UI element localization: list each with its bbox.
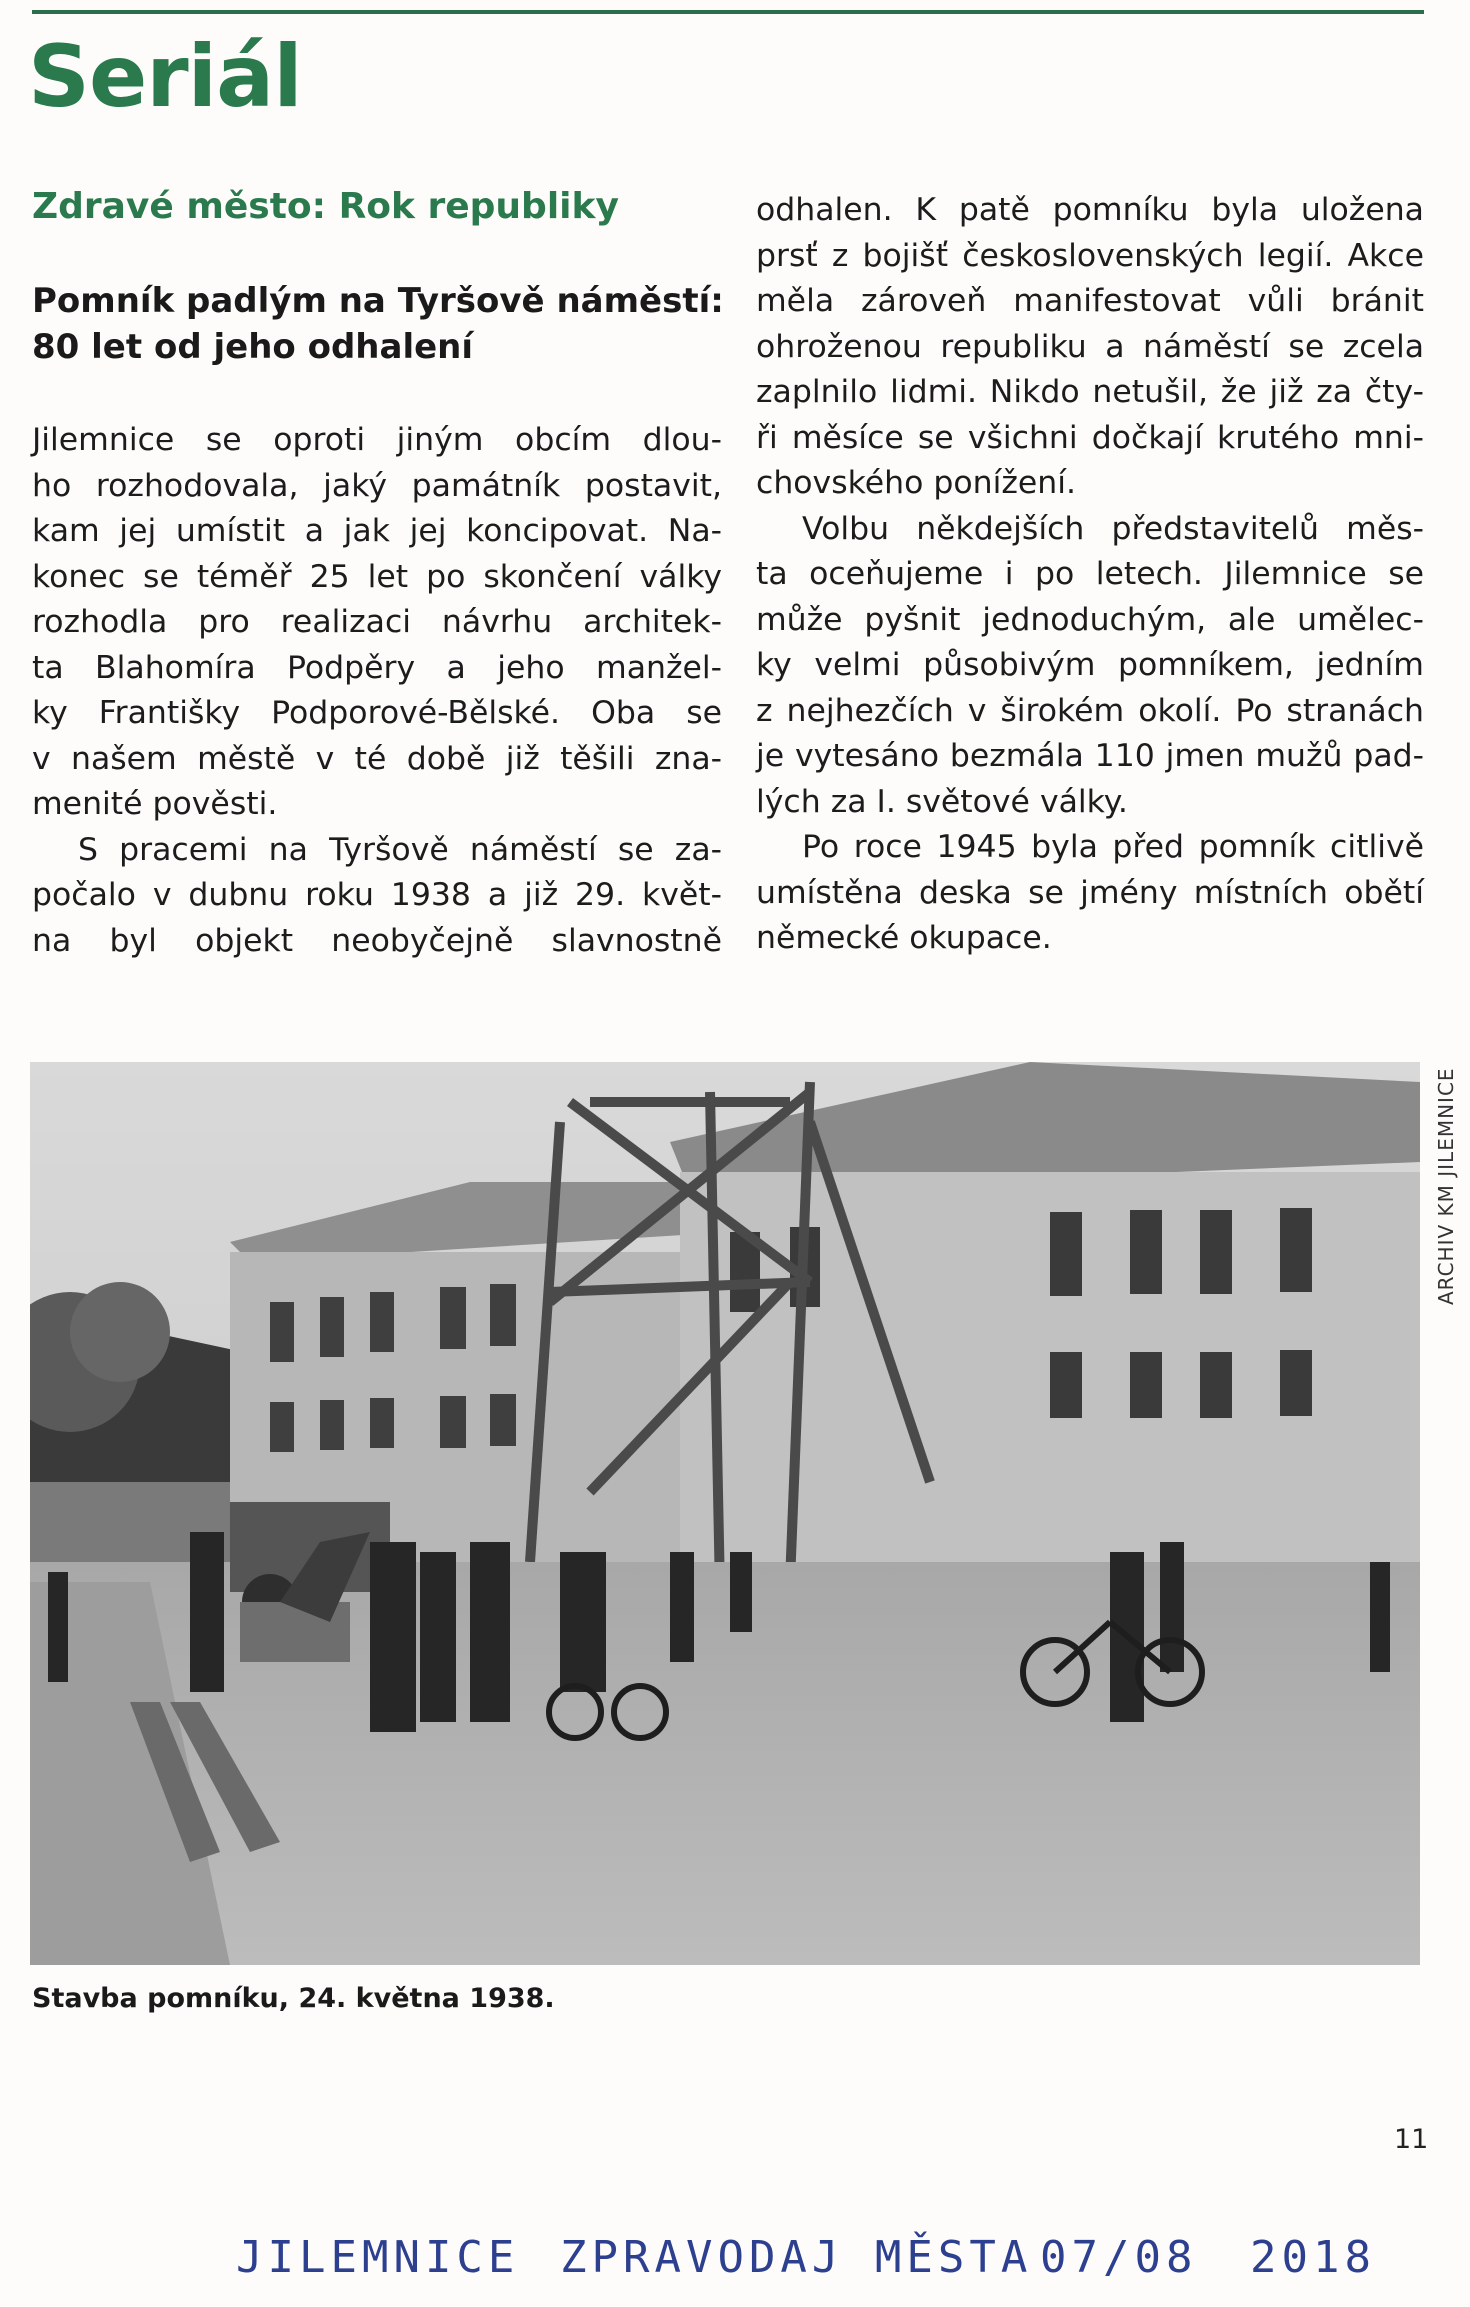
text-line: rozhodla pro realizaci návrhu architek- [32,604,722,640]
article-right-column [756,188,1424,962]
historical-photo [30,1062,1420,1965]
text-line: na byl objekt neobyčejně slavnostně [32,922,722,959]
text-line: Jilemnice se oproti jiným obcím dlou- [32,422,722,458]
handwritten-town: JILEMNICE [236,2232,520,2283]
page-number: 11 [1394,2124,1429,2155]
series-subtitle: Zdravé město: Rok republiky [32,186,619,227]
handwritten-footer [0,2232,1470,2302]
text-line: může pyšnit jednoduchým, ale umělec- [756,601,1424,638]
text-line: ho rozhodovala, jaký památník postavit, [32,467,722,504]
handwritten-publication: ZPRAVODAJ MĚSTA [560,2232,1033,2283]
photo-caption: Stavba pomníku, 24. května 1938. [32,1983,555,2014]
photo-credit-text: ARCHIV KM JILEMNICE [1434,1067,1458,1305]
text-line: Volbu někdejších představitelů měs- [802,510,1424,547]
text-line: ohroženou republiku a náměstí se zcela [756,328,1424,365]
section-title: Seriál [28,27,302,127]
headline-line: 80 let od jeho odhalení [32,327,474,367]
text-line: lých za I. světové války. [756,783,1128,820]
text-line: zaplnilo lidmi. Nikdo netušil, že již za čty- [756,374,1424,410]
text-line: chovského ponížení. [756,465,1076,501]
handwritten-year: 2018 [1250,2232,1376,2283]
article-left-column [32,418,722,964]
text-line: ta Blahomíra Podpěry a jeho manžel- [32,649,722,686]
handwritten-issue: 07/08 [1040,2232,1198,2283]
text-line: umístěna deska se jmény místních obětí [756,874,1424,911]
text-line: počalo v dubnu roku 1938 a již 29. květ- [32,877,722,913]
headline-line: Pomník padlým na Tyršově náměstí: [32,281,724,321]
text-line: měla zároveň manifestovat vůli bránit [756,283,1424,319]
text-line: německé okupace. [756,920,1052,956]
text-line: z nejhezčích v širokém okolí. Po stranách [756,692,1424,729]
top-rule [32,10,1424,14]
text-line: menité pověsti. [32,786,278,822]
text-line: Po roce 1945 byla před pomník citlivě [802,829,1424,865]
text-line: prsť z bojišť československých legií. Akce [756,237,1424,274]
text-line: konec se téměř 25 let po skončení války [32,558,722,595]
text-line: S pracemi na Tyršově náměstí se za- [78,831,722,868]
text-line: ři měsíce se všichni dočkají krutého mni- [756,419,1424,456]
text-line: ky Františky Podporové-Bělské. Oba se [32,695,722,731]
text-line: v našem městě v té době již těšili zna- [32,740,722,777]
text-line: odhalen. K patě pomníku byla uložena [756,192,1424,228]
text-line: je vytesáno bezmála 110 jmen mužů pad- [756,738,1424,774]
article-headline [32,278,722,370]
text-line: ta oceňujeme i po letech. Jilemnice se [756,556,1424,592]
text-line: ky velmi působivým pomníkem, jedním [756,647,1424,683]
text-line: kam jej umístit a jak jej koncipovat. Na- [32,513,722,549]
